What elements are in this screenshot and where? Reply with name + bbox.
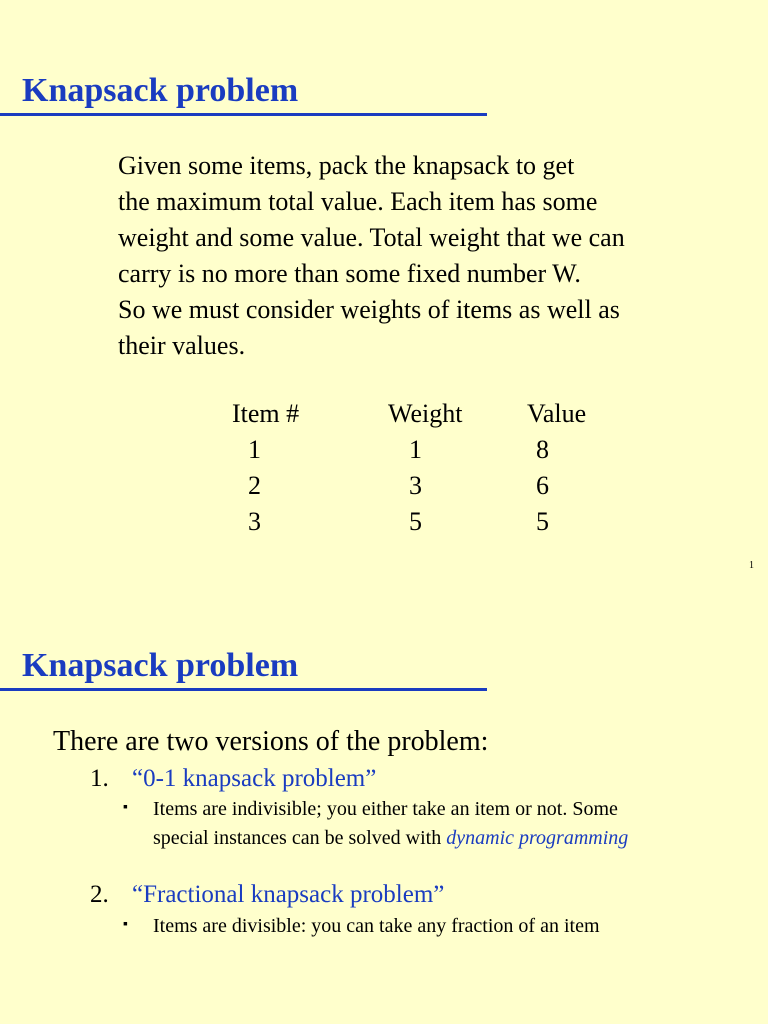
version-item-2 (90, 881, 444, 909)
intro-line: carry is no more than some fixed number W. (118, 259, 581, 288)
dynamic-programming-emphasis: dynamic programming (446, 827, 629, 849)
intro-line: So we must consider weights of items as well as (118, 295, 620, 324)
cell-weight: 3 (409, 471, 422, 500)
cell-item: 1 (248, 435, 261, 464)
slide-title: Knapsack problem (22, 647, 299, 684)
slide-title: Knapsack problem (22, 72, 299, 109)
bullet-line: Items are divisible: you can take any fraction of an item (153, 915, 600, 937)
intro-line: their values. (118, 331, 246, 360)
version-name: “Fractional knapsack problem” (132, 881, 445, 908)
bullet-text (153, 912, 600, 941)
version-number: 1. (90, 765, 109, 792)
title-underline (0, 688, 487, 691)
table-row (222, 432, 626, 468)
intro-line: weight and some value. Total weight that we can (118, 223, 625, 252)
page-number: 1 (749, 560, 754, 571)
cell-value: 8 (536, 435, 549, 464)
bullet-text (153, 795, 628, 853)
version-number: 2. (90, 881, 109, 908)
intro-line: the maximum total value. Each item has some (118, 187, 598, 216)
lead-text: There are two versions of the problem: (53, 726, 489, 757)
cell-item: 3 (248, 507, 261, 536)
cell-value: 5 (536, 507, 549, 536)
bullet-line: Items are indivisible; you either take an item or not. Some (153, 798, 618, 820)
header-value: Value (527, 399, 587, 428)
bullet-square-icon: ▪ (123, 800, 128, 815)
intro-paragraph (118, 148, 738, 364)
title-underline (0, 113, 487, 116)
slide-2 (0, 585, 768, 1024)
items-table (222, 396, 626, 540)
bullet-line-prefix: special instances can be solved with (153, 827, 447, 849)
header-weight: Weight (388, 399, 463, 428)
cell-item: 2 (248, 471, 261, 500)
table-header-row (222, 396, 626, 432)
cell-weight: 5 (409, 507, 422, 536)
header-item: Item # (232, 399, 300, 428)
version-item-1 (90, 765, 376, 793)
table-row (222, 504, 626, 540)
table-row (222, 468, 626, 504)
intro-line: Given some items, pack the knapsack to get (118, 151, 575, 180)
bullet-line (153, 824, 628, 853)
version-name: “0-1 knapsack problem” (132, 765, 377, 792)
cell-value: 6 (536, 471, 549, 500)
cell-weight: 1 (409, 435, 422, 464)
bullet-square-icon: ▪ (123, 917, 128, 932)
